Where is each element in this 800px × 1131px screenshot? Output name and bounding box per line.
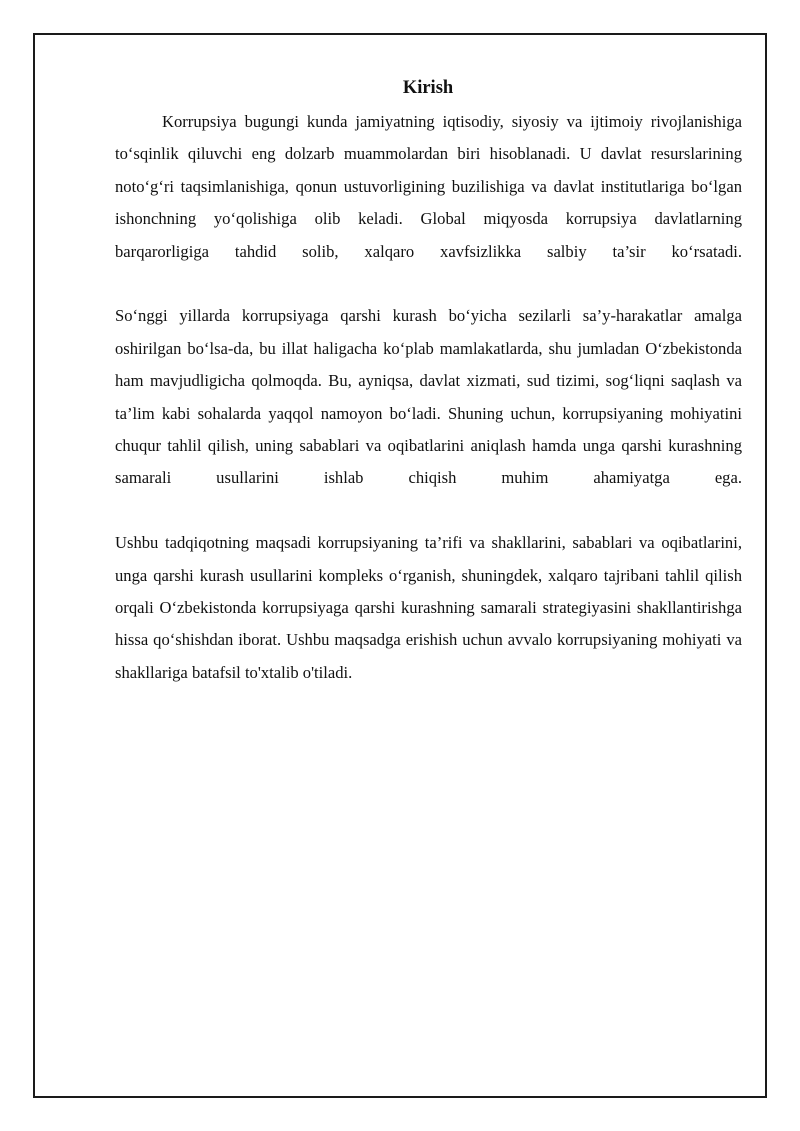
paragraph-research-goal: Ushbu tadqiqotning maqsadi korrupsiyaning ta’rifi va shakllarini, sabablari va oqibatlarini, unga qarshi kurash usullarini kompleks o‘rganish, shuningdek, xalqaro tajribani tahlil qilish orqali O‘zbekistonda korrupsiyaga qarshi kurashning samarali strategiyasini shakllantirishga hissa qo‘shishdan iborat. Ushbu maqsadga erishish uchun avvalo korrupsiyaning mohiyati va shakllariga batafsil to'xtalib o'tiladi. [115, 533, 742, 682]
paragraph-introduction: Korrupsiya bugungi kunda jamiyatning iqtisodiy, siyosiy va ijtimoiy rivojlanishiga to‘sqinlik qiluvchi eng dolzarb muammolardan biri hisoblanadi. U davlat resurslarining noto‘g‘ri taqsimlanishiga, qonun ustuvorligining buzilishiga va davlat institutlariga bo‘lgan ishonchning yo‘qolishiga olib keladi. Global miqyosda korrupsiya davlatlarning barqarorligiga tahdid solib, xalqaro xavfsizlikka salbiy ta’sir ko‘rsatadi. [115, 112, 742, 261]
paragraph-current-situation: So‘nggi yillarda korrupsiyaga qarshi kurash bo‘yicha sezilarli sa’y-harakatlar amalga oshirilgan bo‘lsa-da, bu illat haligacha ko‘plab mamlakatlarda, shu jumladan O‘zbekistonda ham mavjudligicha qolmoqda. Bu, ayniqsa, davlat xizmati, sud tizimi, sog‘liqni saqlash va ta’lim kabi sohalarda yaqqol namoyon bo‘ladi. Shuning uchun, korrupsiyaning mohiyatini chuqur tahlil qilish, uning sabablari va oqibatlarini aniqlash hamda unga qarshi kurashning samarali usullarini ishlab chiqish muhim ahamiyatga ega. [115, 306, 742, 488]
document-body [115, 106, 742, 722]
page-title: Kirish [402, 78, 454, 98]
